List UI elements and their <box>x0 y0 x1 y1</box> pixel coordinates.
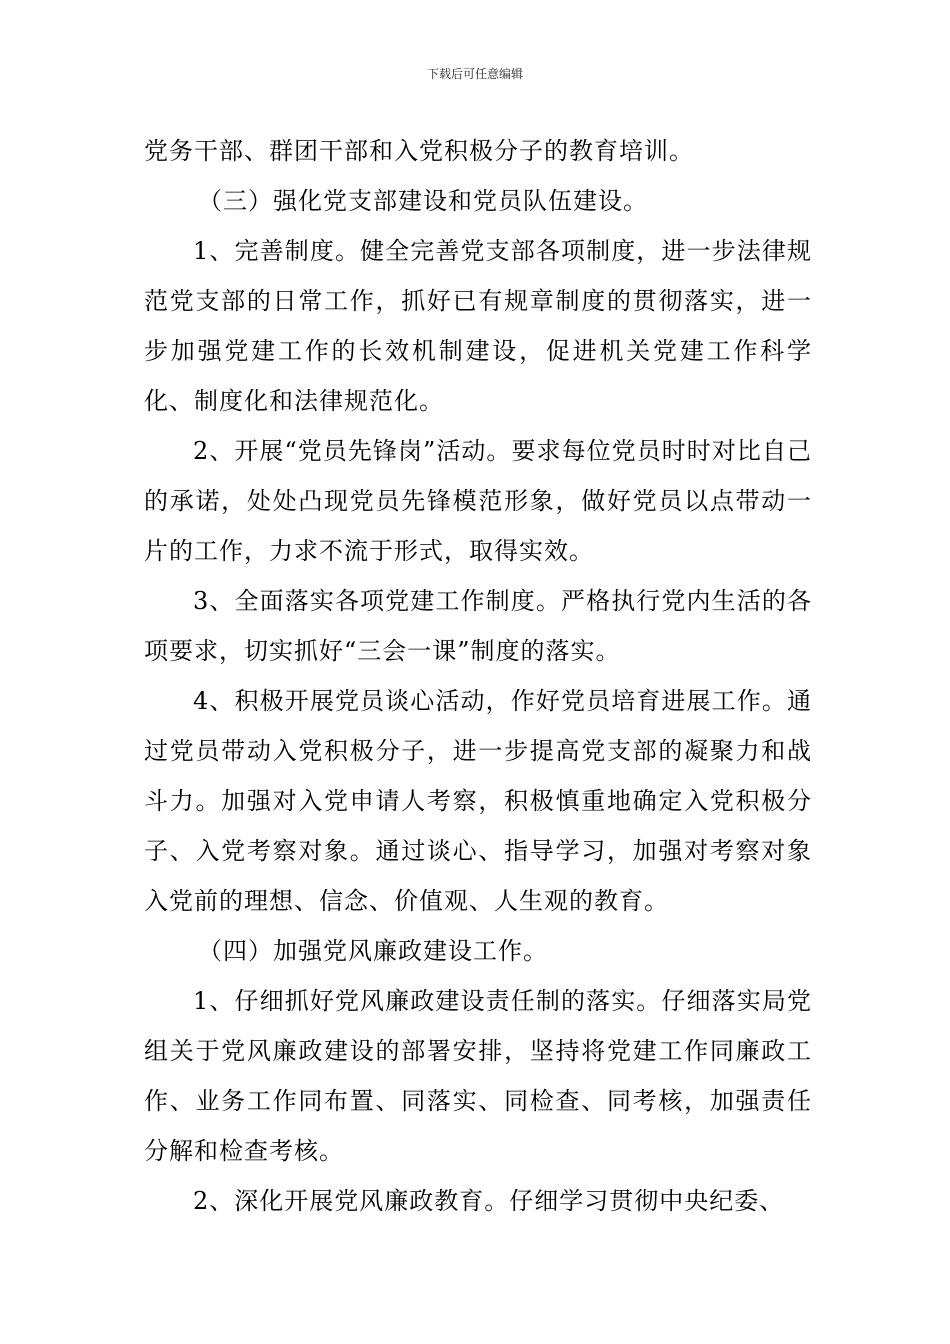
paragraph-item-1b: 1、仔细抓好党风廉政建设责任制的落实。仔细落实局党组关于党风廉政建设的部署安排，坚持将党建工作同廉政工作、业务工作同布置、同落实、同检查、同考核，加强责任分解和检查考核。 <box>144 987 812 1165</box>
section-heading-3: （三）强化党支部建设和党员队伍建设。 <box>198 187 648 215</box>
paragraph-item-3: 3、全面落实各项党建工作制度。严格执行党内生活的各项要求，切实抓好“三会一课”制度的落实。 <box>144 587 812 665</box>
paragraph-item-2: 2、开展“党员先锋岗”活动。要求每位党员时时对比自己的承诺，处处凸现党员先锋模范形象，做好党员以点带动一片的工作，力求不流于形式，取得实效。 <box>144 437 812 565</box>
paragraph-item-2b: 2、深化开展党风廉政教育。仔细学习贯彻中央纪委、 <box>193 1187 785 1215</box>
paragraph-item-1: 1、完善制度。健全完善党支部各项制度，进一步法律规范党支部的日常工作，抓好已有规章制度的贯彻落实，进一步加强党建工作的长效机制建设，促进机关党建工作科学化、制度化和法律规范化。 <box>144 237 812 415</box>
paragraph-continuation: 党务干部、群团干部和入党积极分子的教育培训。 <box>144 137 694 165</box>
document-body <box>144 126 812 1226</box>
page-header: 下载后可任意编辑 <box>426 67 523 81</box>
paragraph-item-4: 4、积极开展党员谈心活动，作好党员培育进展工作。通过党员带动入党积极分子，进一步提高党支部的凝聚力和战斗力。加强对入党申请人考察，积极慎重地确定入党积极分子、入党考察对象。通过谈心、指导学习，加强对考察对象入党前的理想、信念、价值观、人生观的教育。 <box>144 687 812 915</box>
section-heading-4: （四）加强党风廉政建设工作。 <box>198 937 548 965</box>
